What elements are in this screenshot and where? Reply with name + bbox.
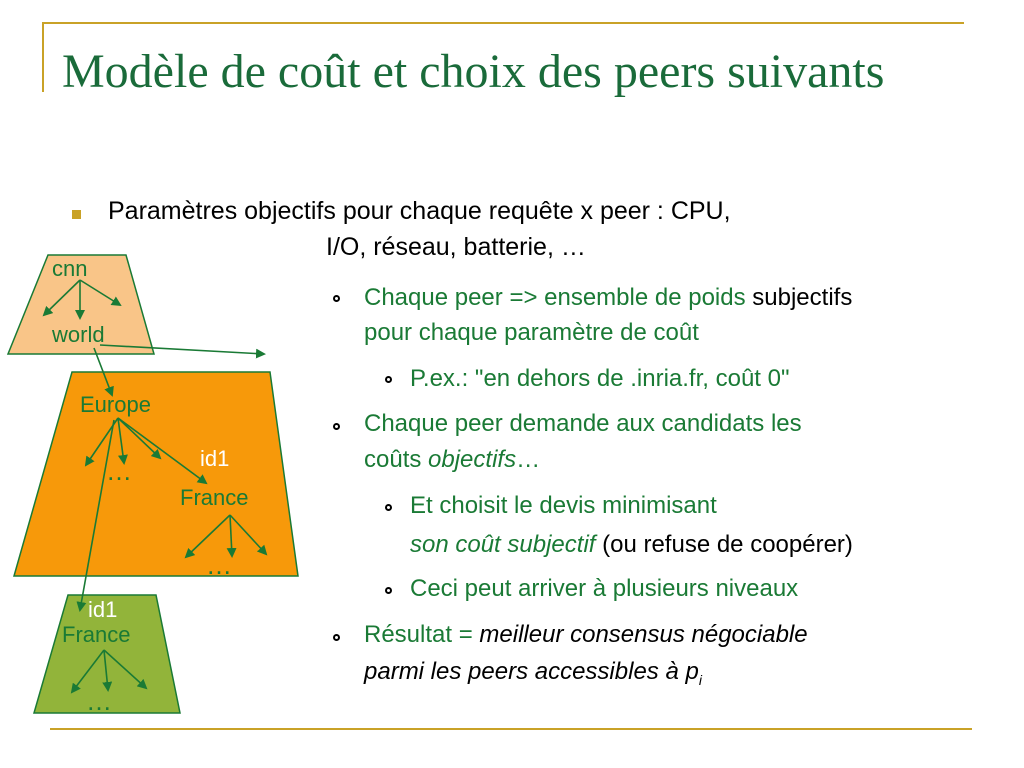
sub-bullet-3-italic: meilleur consensus négociable [479, 621, 808, 648]
sub-sub-bullet-3: Ceci peut arriver à plusieurs niveaux [410, 575, 799, 602]
sub-bullet-2-italic: objectifs [428, 446, 517, 473]
sub-bullet-2-line1: Chaque peer demande aux candidats les [364, 410, 802, 437]
sub-sub-bullet-2-italic: son coût subjectif [410, 531, 596, 558]
sub-bullet-1-green: Chaque peer => ensemble de poids [364, 284, 746, 311]
slide-title: Modèle de coût et choix des peers suivants [62, 45, 885, 98]
ellipsis-left: … [106, 456, 134, 486]
sub-bullet-2-end: … [516, 446, 541, 473]
node-label-id1-middle: id1 [200, 446, 230, 471]
node-label-world: world [52, 322, 105, 347]
sub-bullet-3-plain: Résultat = [364, 621, 480, 648]
ellipsis-right: … [206, 550, 234, 580]
sub-bullet-3-subscript: i [698, 671, 702, 688]
node-label-id1-bottom: id1 [88, 597, 118, 622]
node-label-europe: Europe [80, 392, 151, 417]
main-bullet-line1: Paramètres objectifs pour chaque requête x peer : CPU, [108, 197, 731, 225]
middle-domain-shape [14, 372, 298, 576]
ellipsis-bottom: … [86, 686, 114, 716]
main-bullet-line2: I/O, réseau, batterie, … [326, 233, 586, 261]
sub-sub-bullet-2-line1: Et choisit le devis minimisant [410, 492, 717, 519]
sub-sub-bullet-2-black: (ou refuse de coopérer) [595, 531, 853, 558]
node-label-cnn: cnn [52, 256, 88, 281]
node-label-france-middle: France [180, 485, 249, 510]
sub-bullet-2-plain: coûts [364, 446, 429, 473]
sub-bullet-3-line2-italic: parmi les peers accessibles à p [364, 658, 699, 685]
node-label-france-bottom: France [62, 622, 131, 647]
sub-bullet-1-line2: pour chaque paramètre de coût [364, 319, 699, 346]
sub-sub-bullet-1: P.ex.: "en dehors de .inria.fr, coût 0" [410, 365, 790, 392]
sub-bullet-1-black: subjectifs [745, 284, 853, 311]
